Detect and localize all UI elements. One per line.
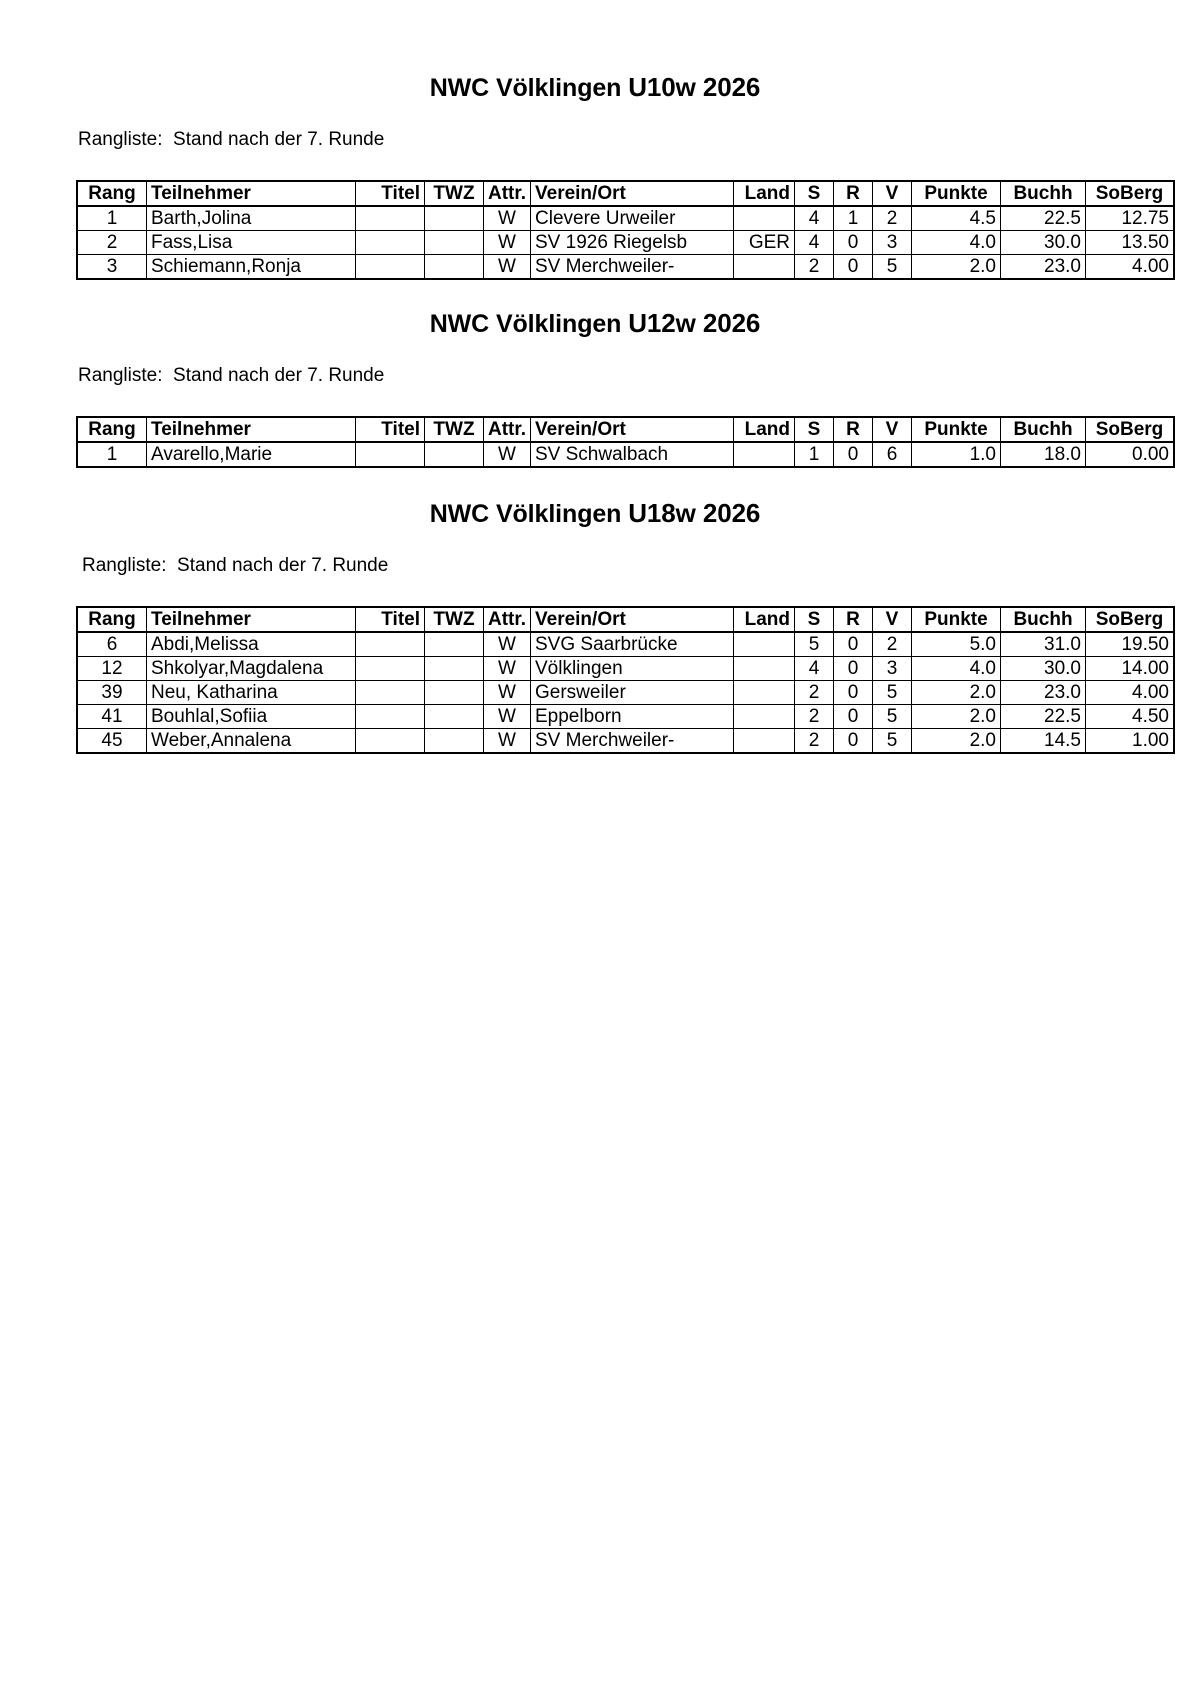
cell-attr: W xyxy=(484,632,531,657)
cell-r: 0 xyxy=(834,442,873,467)
cell-verein: Gersweiler xyxy=(531,680,734,704)
cell-r: 0 xyxy=(834,728,873,753)
cell-teilnehmer: Weber,Annalena xyxy=(147,728,356,753)
cell-r: 0 xyxy=(834,230,873,254)
cell-buchh: 18.0 xyxy=(1001,442,1086,467)
page-title-u18w xyxy=(0,498,1190,529)
cell-teilnehmer: Avarello,Marie xyxy=(147,442,356,467)
cell-land xyxy=(734,206,795,231)
cell-land xyxy=(734,680,795,704)
col-header-twz: TWZ xyxy=(425,607,484,632)
cell-soberg: 4.00 xyxy=(1086,680,1175,704)
col-header-punkte: Punkte xyxy=(912,607,1001,632)
cell-teilnehmer: Fass,Lisa xyxy=(147,230,356,254)
col-header-teilnehmer: Teilnehmer xyxy=(147,417,356,442)
cell-v: 3 xyxy=(873,656,912,680)
cell-twz xyxy=(425,680,484,704)
cell-rang: 12 xyxy=(77,656,147,680)
cell-verein: SV Merchweiler- xyxy=(531,728,734,753)
col-header-v: V xyxy=(873,417,912,442)
col-header-rang: Rang xyxy=(77,607,147,632)
cell-buchh: 31.0 xyxy=(1001,632,1086,657)
col-header-s: S xyxy=(795,607,834,632)
col-header-s: S xyxy=(795,417,834,442)
cell-rang: 39 xyxy=(77,680,147,704)
col-header-titel: Titel xyxy=(356,417,425,442)
col-header-buchh: Buchh xyxy=(1001,417,1086,442)
cell-r: 1 xyxy=(834,206,873,231)
cell-land: GER xyxy=(734,230,795,254)
table-row xyxy=(77,632,1174,657)
cell-attr: W xyxy=(484,230,531,254)
cell-v: 5 xyxy=(873,680,912,704)
table-header-u18w xyxy=(77,607,1174,632)
cell-rang: 3 xyxy=(77,254,147,279)
col-header-attr: Attr. xyxy=(484,181,531,206)
cell-r: 0 xyxy=(834,680,873,704)
page-title-u12w xyxy=(0,308,1190,339)
cell-twz xyxy=(425,230,484,254)
col-header-v: V xyxy=(873,181,912,206)
cell-twz xyxy=(425,728,484,753)
cell-soberg: 4.50 xyxy=(1086,704,1175,728)
col-header-land: Land xyxy=(734,417,795,442)
col-header-rang: Rang xyxy=(77,417,147,442)
col-header-land: Land xyxy=(734,181,795,206)
col-header-attr: Attr. xyxy=(484,417,531,442)
col-header-land: Land xyxy=(734,607,795,632)
cell-land xyxy=(734,442,795,467)
col-header-verein: Verein/Ort xyxy=(531,607,734,632)
table-row xyxy=(77,728,1174,753)
cell-attr: W xyxy=(484,254,531,279)
cell-v: 2 xyxy=(873,632,912,657)
cell-soberg: 12.75 xyxy=(1086,206,1175,231)
page-title-u10w xyxy=(0,72,1190,103)
cell-rang: 1 xyxy=(77,206,147,231)
col-header-soberg: SoBerg xyxy=(1086,181,1175,206)
col-header-attr: Attr. xyxy=(484,607,531,632)
cell-buchh: 14.5 xyxy=(1001,728,1086,753)
cell-soberg: 0.00 xyxy=(1086,442,1175,467)
cell-buchh: 23.0 xyxy=(1001,680,1086,704)
cell-titel xyxy=(356,442,425,467)
cell-punkte: 2.0 xyxy=(912,680,1001,704)
cell-punkte: 2.0 xyxy=(912,704,1001,728)
cell-twz xyxy=(425,442,484,467)
table-row xyxy=(77,254,1174,279)
cell-land xyxy=(734,704,795,728)
cell-buchh: 23.0 xyxy=(1001,254,1086,279)
cell-v: 3 xyxy=(873,230,912,254)
cell-twz xyxy=(425,704,484,728)
title-main-text: NWC Völklingen xyxy=(429,74,629,102)
cell-land xyxy=(734,254,795,279)
cell-v: 5 xyxy=(873,704,912,728)
cell-soberg: 4.00 xyxy=(1086,254,1175,279)
col-header-rang: Rang xyxy=(77,181,147,206)
cell-punkte: 4.5 xyxy=(912,206,1001,231)
cell-attr: W xyxy=(484,656,531,680)
cell-s: 4 xyxy=(795,206,834,231)
cell-s: 5 xyxy=(795,632,834,657)
cell-r: 0 xyxy=(834,656,873,680)
cell-attr: W xyxy=(484,680,531,704)
table-header-u10w xyxy=(77,181,1174,206)
tournament-section-u18w xyxy=(0,498,1190,754)
cell-v: 2 xyxy=(873,206,912,231)
table-row xyxy=(77,206,1174,231)
cell-s: 4 xyxy=(795,656,834,680)
cell-punkte: 4.0 xyxy=(912,656,1001,680)
cell-twz xyxy=(425,254,484,279)
table-header-u12w xyxy=(77,417,1174,442)
col-header-teilnehmer: Teilnehmer xyxy=(147,181,356,206)
subtitle-u10w: Rangliste: Stand nach der 7. Runde xyxy=(78,129,385,151)
cell-twz xyxy=(425,632,484,657)
cell-buchh: 22.5 xyxy=(1001,704,1086,728)
ranking-table-u10w xyxy=(76,180,1175,280)
cell-s: 2 xyxy=(795,680,834,704)
cell-attr: W xyxy=(484,206,531,231)
title-accent-text: U12w 2026 xyxy=(628,308,761,338)
cell-s: 2 xyxy=(795,704,834,728)
cell-verein: SV 1926 Riegelsb xyxy=(531,230,734,254)
cell-teilnehmer: Shkolyar,Magdalena xyxy=(147,656,356,680)
table-row xyxy=(77,656,1174,680)
col-header-v: V xyxy=(873,607,912,632)
title-accent-text: U18w 2026 xyxy=(628,498,761,528)
cell-punkte: 2.0 xyxy=(912,728,1001,753)
cell-soberg: 1.00 xyxy=(1086,728,1175,753)
cell-twz xyxy=(425,206,484,231)
cell-verein: Völklingen xyxy=(531,656,734,680)
table-body-u18w xyxy=(77,632,1174,753)
subtitle-u18w: Rangliste: Stand nach der 7. Runde xyxy=(82,555,389,577)
cell-rang: 45 xyxy=(77,728,147,753)
cell-rang: 1 xyxy=(77,442,147,467)
cell-land xyxy=(734,728,795,753)
cell-attr: W xyxy=(484,442,531,467)
cell-s: 4 xyxy=(795,230,834,254)
cell-twz xyxy=(425,656,484,680)
cell-titel xyxy=(356,680,425,704)
cell-buchh: 30.0 xyxy=(1001,230,1086,254)
col-header-s: S xyxy=(795,181,834,206)
table-body-u10w xyxy=(77,206,1174,279)
cell-soberg: 14.00 xyxy=(1086,656,1175,680)
cell-titel xyxy=(356,704,425,728)
cell-teilnehmer: Abdi,Melissa xyxy=(147,632,356,657)
cell-soberg: 19.50 xyxy=(1086,632,1175,657)
cell-punkte: 2.0 xyxy=(912,254,1001,279)
cell-verein: Clevere Urweiler xyxy=(531,206,734,231)
cell-attr: W xyxy=(484,704,531,728)
col-header-verein: Verein/Ort xyxy=(531,417,734,442)
cell-punkte: 5.0 xyxy=(912,632,1001,657)
table-row xyxy=(77,442,1174,467)
cell-punkte: 1.0 xyxy=(912,442,1001,467)
col-header-titel: Titel xyxy=(356,607,425,632)
col-header-r: R xyxy=(834,181,873,206)
col-header-twz: TWZ xyxy=(425,181,484,206)
title-accent-text: U10w 2026 xyxy=(628,72,761,102)
subtitle-u12w: Rangliste: Stand nach der 7. Runde xyxy=(78,365,385,387)
col-header-r: R xyxy=(834,607,873,632)
ranking-table-u18w xyxy=(76,606,1175,754)
cell-verein: Eppelborn xyxy=(531,704,734,728)
header-row xyxy=(77,417,1174,442)
cell-s: 2 xyxy=(795,728,834,753)
cell-rang: 41 xyxy=(77,704,147,728)
cell-v: 6 xyxy=(873,442,912,467)
cell-r: 0 xyxy=(834,632,873,657)
cell-s: 2 xyxy=(795,254,834,279)
title-main-text: NWC Völklingen xyxy=(429,310,629,338)
table-row xyxy=(77,680,1174,704)
cell-soberg: 13.50 xyxy=(1086,230,1175,254)
tournament-section-u12w xyxy=(0,308,1190,468)
cell-v: 5 xyxy=(873,254,912,279)
col-header-buchh: Buchh xyxy=(1001,181,1086,206)
cell-rang: 2 xyxy=(77,230,147,254)
cell-verein: SV Schwalbach xyxy=(531,442,734,467)
cell-r: 0 xyxy=(834,704,873,728)
col-header-soberg: SoBerg xyxy=(1086,607,1175,632)
header-row xyxy=(77,181,1174,206)
col-header-punkte: Punkte xyxy=(912,417,1001,442)
cell-punkte: 4.0 xyxy=(912,230,1001,254)
cell-titel xyxy=(356,632,425,657)
cell-titel xyxy=(356,230,425,254)
cell-teilnehmer: Barth,Jolina xyxy=(147,206,356,231)
col-header-soberg: SoBerg xyxy=(1086,417,1175,442)
cell-titel xyxy=(356,656,425,680)
cell-buchh: 30.0 xyxy=(1001,656,1086,680)
cell-verein: SVG Saarbrücke xyxy=(531,632,734,657)
cell-titel xyxy=(356,206,425,231)
col-header-verein: Verein/Ort xyxy=(531,181,734,206)
col-header-buchh: Buchh xyxy=(1001,607,1086,632)
cell-teilnehmer: Bouhlal,Sofiia xyxy=(147,704,356,728)
cell-v: 5 xyxy=(873,728,912,753)
cell-buchh: 22.5 xyxy=(1001,206,1086,231)
tournament-section-u10w xyxy=(0,72,1190,280)
cell-titel xyxy=(356,728,425,753)
col-header-twz: TWZ xyxy=(425,417,484,442)
header-row xyxy=(77,607,1174,632)
ranking-table-u12w xyxy=(76,416,1175,468)
cell-teilnehmer: Neu, Katharina xyxy=(147,680,356,704)
col-header-punkte: Punkte xyxy=(912,181,1001,206)
col-header-r: R xyxy=(834,417,873,442)
cell-r: 0 xyxy=(834,254,873,279)
cell-land xyxy=(734,656,795,680)
cell-titel xyxy=(356,254,425,279)
table-row xyxy=(77,230,1174,254)
cell-teilnehmer: Schiemann,Ronja xyxy=(147,254,356,279)
cell-rang: 6 xyxy=(77,632,147,657)
table-body-u12w xyxy=(77,442,1174,467)
cell-attr: W xyxy=(484,728,531,753)
cell-verein: SV Merchweiler- xyxy=(531,254,734,279)
col-header-titel: Titel xyxy=(356,181,425,206)
cell-land xyxy=(734,632,795,657)
cell-s: 1 xyxy=(795,442,834,467)
title-main-text: NWC Völklingen xyxy=(429,500,629,528)
table-row xyxy=(77,704,1174,728)
col-header-teilnehmer: Teilnehmer xyxy=(147,607,356,632)
